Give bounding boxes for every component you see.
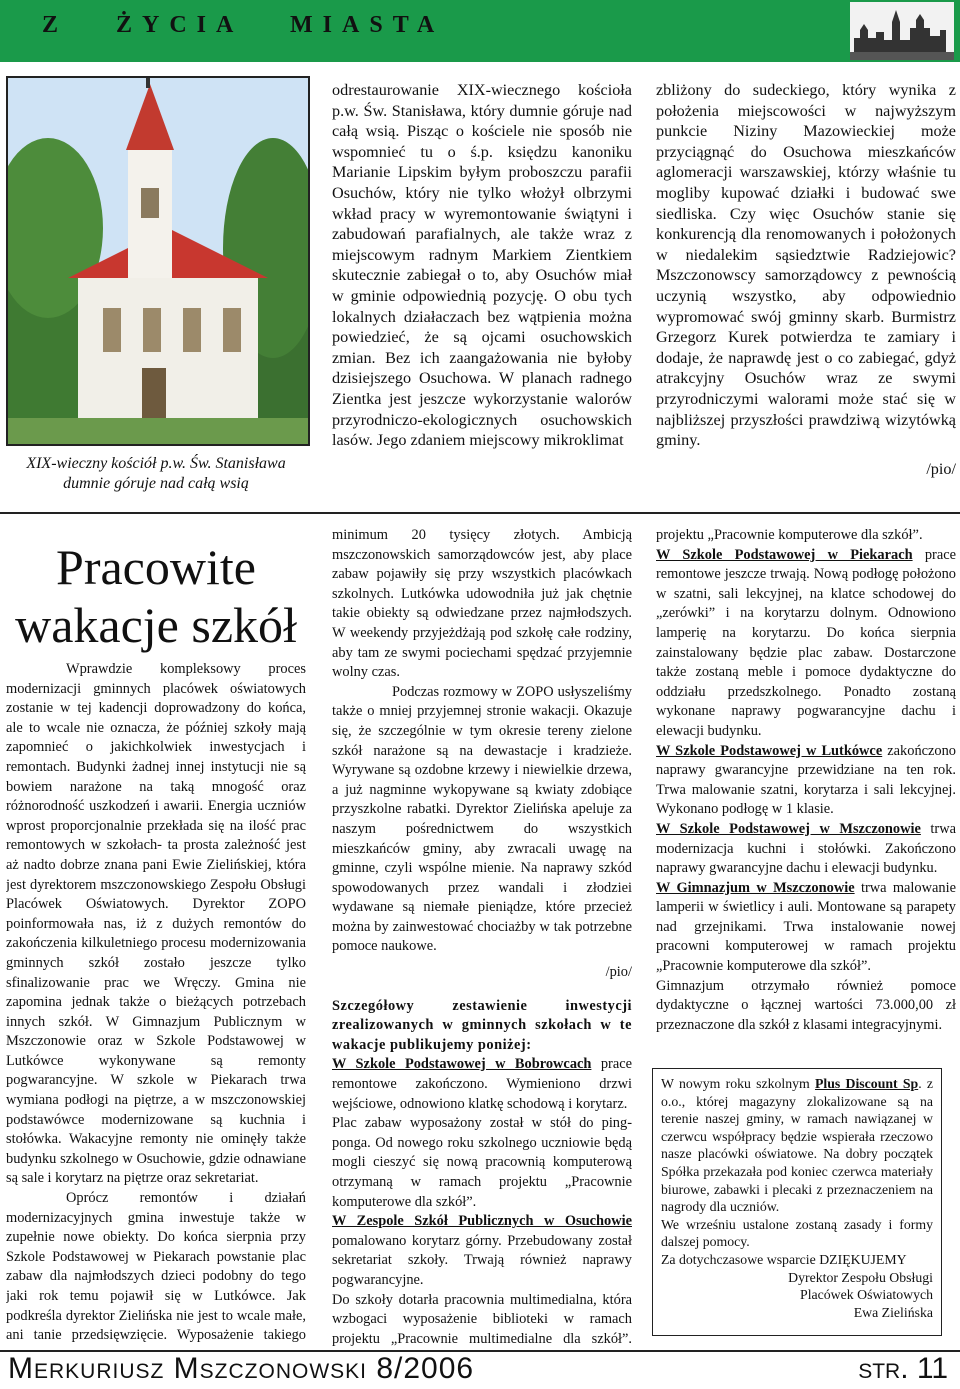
school-text: pomalowano korytarz górny. Przebudowany został sekretariat szkoły. Trwają również naprawy pogwarancyjne. — [332, 1232, 632, 1288]
section-title: Z ŻYCIA MIASTA — [42, 12, 445, 38]
section-divider — [0, 512, 960, 514]
investment-list-heading: Szczegółowy zestawienie inwestycji zrealizowanych w gminnych szkołach w te wakacje publikujemy poniżej: — [332, 997, 632, 1053]
page-number: str. 11 — [858, 1352, 948, 1385]
school-text: trwa modernizacja kuchni i stołówki. Zakończono naprawy gwarancyjne dachu i elewacji budynku. — [656, 820, 956, 877]
top-article-column-3 — [656, 80, 956, 510]
sponsor-thanks-box — [652, 1068, 942, 1336]
school-text: prace remontowe jeszcze trwają. Nową podłogę położono w szatni, sali lekcyjnej, na klatce schodowej do „zerówki” i na korytarzu dolnym. Odnowiono lamperię na korytarzu. Do końca sierpnia zainstalowany będzie plac zabaw. Dostarczone także zostaną meble i pomoce dydaktyczne do oddziału przedszkolnego. Ponadto zostaną wykonane naprawy pogwarancyjne dachu i elewacji budynku. — [656, 546, 956, 739]
top-article-text-3: zbliżony do sudeckiego, który wynika z położenia miejscowości w najwyższym punkcie Niziny Mazowieckiej może przyciągnąć do Osuchowa mieszkańców aglomeracji warszawskiej, którzy właśnie tu mogliby kupować działki i budować swe siedliska. Czy więc Osuchów stanie się konkurencją dla renomowanych i położonych w niedalekim sąsiedztwie Radziejowic? Mszczonowscy samorządowcy z pewnością uczynią wszystko, aby odpowiednio wypromować swój gminny skarb. Burmistrz Grzegorz Kurek potwierdza te zamiary i dodaje, że naprawdę jest o co zabiegać, gdyż atrakcyjny Osuchów wraz ze swymi przyrodniczymi walorami może stać się w najbliższej przyszłości prawdziwą wizytówką gminy. — [656, 81, 956, 450]
sponsor-company: Plus Discount Sp — [814, 1076, 919, 1091]
school-name: W Szkole Podstawowej w Piekarach — [656, 546, 913, 563]
sponsor-text: . z o.o., której magazyny zlokalizowane są na terenie naszej gminy, w ramach nawiązanej w czerwcu współpracy będzie wspierała rzeczowo nasze placówki oświatowe. Na dobry początek Spółka przekazała pod koniec czerwca materiały biurowe, zabawki i plecaki z przeznaczeniem na nagrody dla uczniów. — [661, 1076, 933, 1215]
school-name: W Szkole Podstawowej w Lutkówce — [656, 742, 883, 759]
school-entry-osuchow — [332, 1212, 632, 1290]
article-column-1 — [6, 660, 306, 1346]
sponsor-lead: W nowym roku szkolnym — [661, 1076, 815, 1091]
school-name: W Gimnazjum w Mszczonowie — [656, 879, 855, 896]
school-entry-mszczonow — [656, 820, 956, 879]
sponsor-thanks: Za dotychczasowe wsparcie DZIĘKUJEMY — [661, 1251, 907, 1267]
article-paragraph: minimum 20 tysięcy złotych. Ambicją mszczonowskich samorządowców jest, aby place zabaw pojawiły się przy wszystkich placówkach szkolnych. Lutkówka udowodniła już jak chętnie takie obiekty są odwiedzane przez najmłodszych. W weekendy przyjeżdżają pod szkołę całe rodziny, aby tam ze swymi pociechami spędzać przyjemnie wolny czas. — [332, 527, 632, 681]
town-skyline-logo — [850, 2, 954, 60]
article-paragraph: Plac zabaw wyposażony został w stół do ping-ponga. Od nowego roku szkolnego uczniowie będą mogli cieszyć się nową pracownią komputerową otrzymaną w ramach projektu „Pracownie komputerowe dla szkół”. — [332, 1115, 632, 1210]
school-text: prace remontowe zakończono. Wymieniono drzwi wejściowe, odnowiono klatkę schodową i korytarz. — [332, 1056, 632, 1112]
top-article-signature: /pio/ — [926, 459, 956, 478]
article-paragraph: Oprócz remontów i działań modernizacyjnych gmina inwestuje także w zupełnie nowe obiekty. Do końca sierpnia przy Szkole Podstawowej w Piekarach powstanie plac zabaw dla najmłodszych dzieci podobny do tego jaki rok temu pojawił się w Lutkówce. Jak podkreśla dyrektor Zielińska nie jest to wcale małe, ani tanie przedsięwzięcie. Wyposażenie takiego — [6, 1190, 306, 1344]
top-article-column-2 — [332, 80, 632, 510]
publication-name: Merkuriusz Mszczonowski 8/2006 — [8, 1352, 475, 1385]
school-name: W Zespole Szkół Publicznych w Osuchowie — [332, 1213, 632, 1230]
sponsor-paragraph — [661, 1075, 933, 1216]
photo-caption: XIX-wieczny kościół p.w. Św. Stanisława dumnie góruje nad całą wsią — [26, 455, 286, 492]
article-paragraph: projektu „Pracownie komputerowe dla szkół”. — [656, 527, 923, 543]
school-name: W Szkole Podstawowej w Mszczonowie — [656, 820, 921, 837]
top-article-text-2: odrestaurowanie XIX-wiecznego kościoła p.w. Św. Stanisława, który dumnie góruje nad całą wsią. Pisząc o kościele nie sposób nie wspomnieć tu o ś.p. księdzu kanoniku Marianie Lipskim byłym proboszczu parafii Osuchów, który nie tylko włożył olbrzymi wkład pracy w wyremontowanie świątyni i zabudowań parafialnych, ale także wraz z miejscowym radnym Markiem Zientkiem skutecznie zabiegał o to, aby Osuchów miał w gminie odpowiednią pozycję. O obu tych lokalnych działaczach bez wątpienia można powiedzieć, że są ojcami osuchowskich zmian. Bez ich zaangażowania nie byłoby dzisiejszego Osuchowa. W planach radnego Zientka jest jeszcze wykorzystanie walorów przyrodniczo-ekologicznych osuchowskich lasów. Jego zdaniem miejscowy mikroklimat — [332, 81, 632, 450]
school-entry-lutkowka — [656, 742, 956, 820]
school-entry-piekary — [656, 546, 956, 742]
signature-line: Ewa Zielińska — [853, 1304, 933, 1320]
article-paragraph: Wprawdzie kompleksowy proces modernizacji gminnych placówek oświatowych zostanie w tej kadencji doprowadzony do końca, ale to wcale nie oznacza, że później szkoły mają zapomnieć o jakichkolwiek inwestycjach i remontach. Budynki żadnej innej instytucji nie są bowiem narażone na taką mnogość oraz różnorodność uszkodzeń i awarii. Energia uczniów wprost proporcjonalnie przekłada się na ilość prac remontowych w szkołach- ta prosta zależność jest aż nadto dobrze znana pani Ewie Zielińskiej, która jest dyrektorem mszczonowskiego Zespołu Obsługi Placówek Oświatowych. Dyrektor ZOPO poinformowała nas, iż z dużych remontów do zakończenia kilkuletniego procesu modernizowania gminnych szkół zostało jeszcze tylko sfinalizowanie prac we Wręczy. Gmina nie zapomina jednak także o bieżących potrzebach innych szkół. W Gimnazjum Publicznym w Mszczonowie oraz w Szkole Podstawowej w Lutkówce wykonywane są remonty pogwarancyjne. W szkole w Piekarach trwa wymiana podłogi na piętrze, a w mszczonowskiej podstawówce modernizowane są kuchnia i stołówka. Wakacyjne remonty nie ominęły także budynku szkolnego w Osuchowie, gdzie odnawiane są sale i korytarz na piętrze oraz sekretariat. — [6, 661, 306, 1187]
school-entry-gimnazjum — [656, 879, 956, 977]
article-paragraph: Do szkoły dotarła pracownia multimedialna, która wzbogaci wyposażenie biblioteki w ramach projektu „Pracownie multimedialne dla szkół”. — [332, 1291, 632, 1346]
school-entry-bobrowce — [332, 1055, 632, 1114]
article-column-2 — [332, 526, 632, 1346]
signature-line: Dyrektor Zespołu Obsługi — [788, 1269, 933, 1285]
article-title: Pracowite wakacje szkół — [15, 539, 297, 653]
sponsor-paragraph: We wrześniu ustalone zostaną zasady i formy dalszej pomocy. — [661, 1216, 933, 1250]
school-text: trwa malowanie lamperii w świetlicy i auli. Montowane są parapety nad grzejnikami. Trwa instalowanie nowej pracowni komputerowej w ramach projektu „Pracownie komputerowe dla szkół”. — [656, 879, 956, 975]
article-paragraph: Gimnazjum otrzymało również pomoce dydaktyczne o łącznej wartości 73.000,00 zł przeznaczone dla szkół z klasami integracyjnymi. — [656, 977, 956, 1033]
school-name: W Szkole Podstawowej w Bobrowcach — [332, 1056, 592, 1073]
church-photo — [6, 76, 310, 446]
signature-line: Placówek Oświatowych — [800, 1287, 933, 1303]
school-text: zakończono naprawy gwarancyjne przewidziane na ten rok. Trwa malowanie szatni, korytarza i sali lekcyjnej. Wykonano podłogę w 1 klasie. — [656, 742, 956, 818]
article-signature: /pio/ — [605, 964, 632, 981]
article-column-3 — [656, 526, 956, 1060]
article-paragraph: Podczas rozmowy w ZOPO usłyszeliśmy także o mniej przyjemnej stronie wakacji. Okazuje się, że szczególnie w tym okresie tereny zielone szkół narażone są na dewastacje i kradzieże. Wyrywane są ozdobne krzewy i niewielkie drzewa, a już nagminne wykopywane są kwiaty zdobiące przyszkolne rabatki. Dyrektor Zielińska apeluje za naszym pośrednictwem do wszystkich mieszkańców gminy, aby zwracali uwagę na gminne, czyli wspólne mienie. Na naprawy szkód spowodowanych przez wandali i złodziei wydawane są niemałe pieniądze, które przecież można by zainwestować chociażby w tak potrzebne pomoce naukowe. — [332, 683, 632, 955]
